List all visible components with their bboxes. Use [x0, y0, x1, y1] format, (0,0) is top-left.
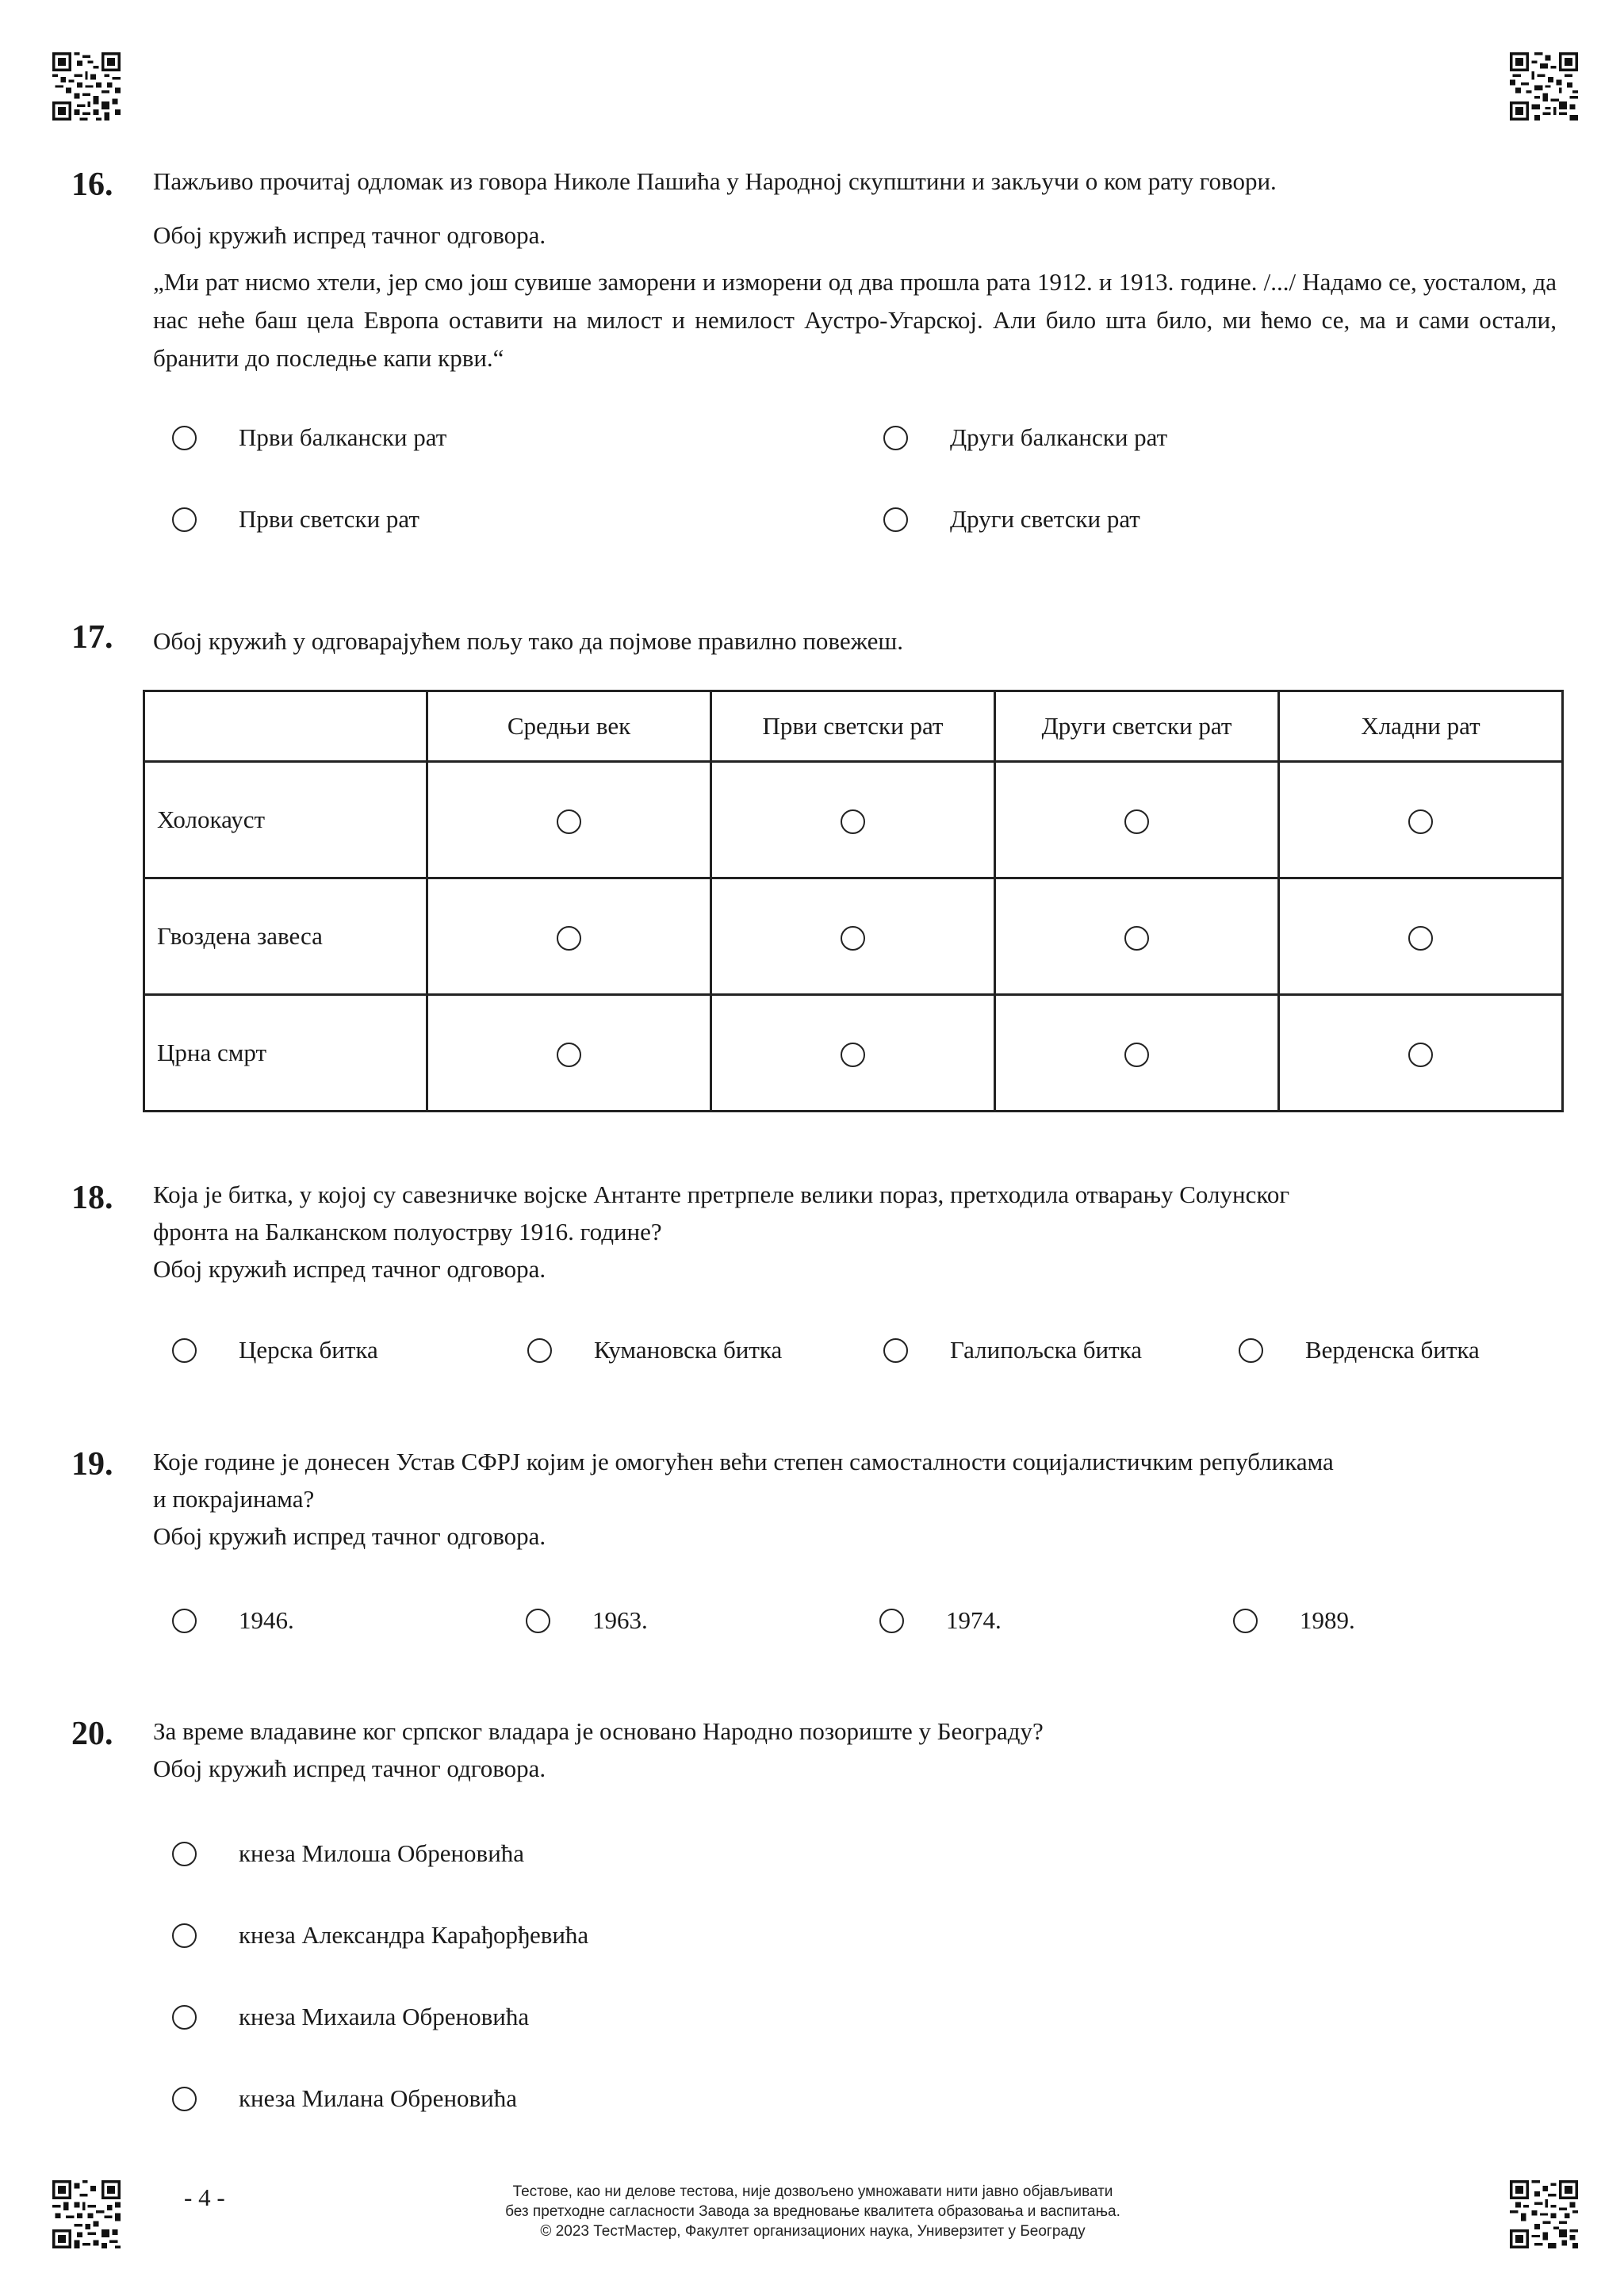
radio-button[interactable]	[1239, 1338, 1263, 1363]
option-label: кнеза Михаила Обреновића	[239, 2003, 530, 2030]
radio-button[interactable]	[841, 1043, 865, 1067]
radio-button[interactable]	[1233, 1609, 1258, 1633]
question-number: 19.	[71, 1446, 113, 1483]
table-cell[interactable]	[427, 878, 711, 995]
table-cell[interactable]	[711, 762, 995, 878]
answer-option[interactable]	[883, 423, 1167, 452]
radio-button[interactable]	[1124, 1043, 1149, 1067]
question-prompt: Пажљиво прочитај одломак из говора Николе Пашића у Народној скупштини и закључи о ком рату говори.	[153, 167, 1277, 195]
radio-button[interactable]	[172, 1338, 197, 1363]
row-label: Холокауст	[144, 762, 427, 878]
radio-button[interactable]	[172, 1923, 197, 1948]
column-header: Други светски рат	[995, 691, 1279, 762]
column-header: Хладни рат	[1279, 691, 1563, 762]
column-header: Средњи век	[427, 691, 711, 762]
question-number: 16.	[71, 166, 113, 203]
radio-button[interactable]	[557, 809, 581, 834]
option-label: Први балкански рат	[239, 423, 447, 451]
option-label: 1974.	[946, 1606, 1002, 1634]
option-label: Церска битка	[239, 1336, 378, 1364]
answer-option[interactable]	[883, 505, 1140, 534]
answer-option[interactable]	[172, 423, 446, 452]
table-header-row	[144, 691, 1563, 762]
question-instruction: Обој кружић испред тачног одговора.	[153, 1255, 546, 1283]
question-instruction: Обој кружић испред тачног одговора.	[153, 221, 546, 249]
option-label: кнеза Александра Карађорђевића	[239, 1921, 589, 1949]
question-instruction: Обој кружић испред тачног одговора.	[153, 1522, 546, 1550]
radio-button[interactable]	[1124, 809, 1149, 834]
option-label: 1963.	[592, 1606, 648, 1634]
table-cell[interactable]	[711, 995, 995, 1112]
empty-header-cell	[144, 691, 427, 762]
answer-option[interactable]	[172, 1606, 294, 1635]
answer-option[interactable]	[172, 2003, 529, 2031]
qr-code-top-left	[52, 52, 121, 121]
table-cell[interactable]	[427, 762, 711, 878]
answer-option[interactable]	[172, 1839, 524, 1868]
radio-button[interactable]	[172, 1609, 197, 1633]
option-label: Галипољска битка	[950, 1336, 1142, 1364]
radio-button[interactable]	[557, 926, 581, 951]
question-number: 17.	[71, 619, 113, 656]
option-label: Први светски рат	[239, 505, 419, 533]
radio-button[interactable]	[172, 2087, 197, 2111]
radio-button[interactable]	[172, 507, 197, 532]
table-cell[interactable]	[427, 995, 711, 1112]
radio-button[interactable]	[172, 426, 197, 450]
radio-button[interactable]	[172, 1842, 197, 1866]
answer-option[interactable]	[527, 1336, 782, 1364]
question-number: 20.	[71, 1716, 113, 1752]
table-row	[144, 878, 1563, 995]
table-row	[144, 995, 1563, 1112]
option-label: Кумановска битка	[594, 1336, 783, 1364]
table-row	[144, 762, 1563, 878]
option-label: кнеза Милана Обреновића	[239, 2084, 518, 2112]
table-cell[interactable]	[1279, 995, 1563, 1112]
radio-button[interactable]	[841, 809, 865, 834]
radio-button[interactable]	[557, 1043, 581, 1067]
column-header: Први светски рат	[711, 691, 995, 762]
question-prompt: Које године је донесен Устав СФРЈ којим је омогућен већи степен самосталности социјалистичким републикама	[153, 1448, 1334, 1475]
qr-code-bottom-left	[52, 2180, 121, 2248]
copyright-line: Тестове, као ни делове тестова, није дозвољено умножавати нити јавно објављивати	[512, 2183, 1113, 2200]
radio-button[interactable]	[1124, 926, 1149, 951]
copyright-line: без претходне сагласности Завода за вредновање квалитета образовања и васпитања.	[505, 2203, 1120, 2220]
copyright-line: © 2023 ТестМастер, Факултет организационих наука, Универзитет у Београду	[540, 2223, 1086, 2240]
question-instruction: Обој кружић испред тачног одговора.	[153, 1755, 546, 1782]
copyright-notice	[396, 2182, 1229, 2241]
radio-button[interactable]	[841, 926, 865, 951]
answer-option[interactable]	[879, 1606, 1002, 1635]
answer-option[interactable]	[1233, 1606, 1355, 1635]
radio-button[interactable]	[172, 2005, 197, 2030]
radio-button[interactable]	[883, 1338, 908, 1363]
question-prompt: Обој кружић у одговарајућем пољу тако да појмове правилно повежеш.	[153, 627, 904, 655]
answer-option[interactable]	[172, 1336, 378, 1364]
qr-code-bottom-right	[1510, 2180, 1578, 2248]
question-prompt: За време владавине ког српског владара је основано Народно позориште у Београду?	[153, 1717, 1044, 1745]
question-prompt: Која је битка, у којој су савезничке војске Антанте претрпеле велики пораз, претходила отварању Солунског	[153, 1181, 1290, 1208]
question-prompt: и покрајинама?	[153, 1485, 315, 1513]
answer-option[interactable]	[883, 1336, 1142, 1364]
option-label: Други светски рат	[950, 505, 1140, 533]
answer-option[interactable]	[1239, 1336, 1480, 1364]
answer-option[interactable]	[172, 505, 419, 534]
table-cell[interactable]	[995, 878, 1279, 995]
page-number: - 4 -	[184, 2183, 225, 2211]
table-cell[interactable]	[711, 878, 995, 995]
answer-option[interactable]	[172, 2084, 517, 2113]
option-label: Други балкански рат	[950, 423, 1168, 451]
table-cell[interactable]	[1279, 878, 1563, 995]
radio-button[interactable]	[526, 1609, 550, 1633]
table-cell[interactable]	[1279, 762, 1563, 878]
quote-passage: „Ми рат нисмо хтели, јер смо још сувише заморени и изморени од два прошла рата 1912. и 1913. године. /.../ Надамо се, уосталом, да нас неће баш цела Европа оставити на милост и немилост Аустро-Угарској. Али било шта било, ми ћемо се, ма и сами остали, бранити до последње капи крви.“	[153, 268, 1557, 372]
radio-button[interactable]	[1408, 926, 1433, 951]
radio-button[interactable]	[527, 1338, 552, 1363]
radio-button[interactable]	[1408, 809, 1433, 834]
radio-button[interactable]	[879, 1609, 904, 1633]
question-prompt: фронта на Балканском полуострву 1916. године?	[153, 1218, 662, 1246]
answer-option[interactable]	[526, 1606, 648, 1635]
answer-option[interactable]	[172, 1921, 588, 1950]
option-label: 1989.	[1300, 1606, 1355, 1634]
table-cell[interactable]	[995, 995, 1279, 1112]
radio-button[interactable]	[883, 426, 908, 450]
row-label: Црна смрт	[144, 995, 427, 1112]
qr-code-top-right	[1510, 52, 1578, 121]
table-cell[interactable]	[995, 762, 1279, 878]
option-label: Верденска битка	[1305, 1336, 1480, 1364]
question-number: 18.	[71, 1180, 113, 1216]
radio-button[interactable]	[1408, 1043, 1433, 1067]
option-label: 1946.	[239, 1606, 294, 1634]
row-label: Гвоздена завеса	[144, 878, 427, 995]
option-label: кнеза Милоша Обреновића	[239, 1839, 525, 1867]
matching-table	[143, 690, 1564, 1112]
radio-button[interactable]	[883, 507, 908, 532]
